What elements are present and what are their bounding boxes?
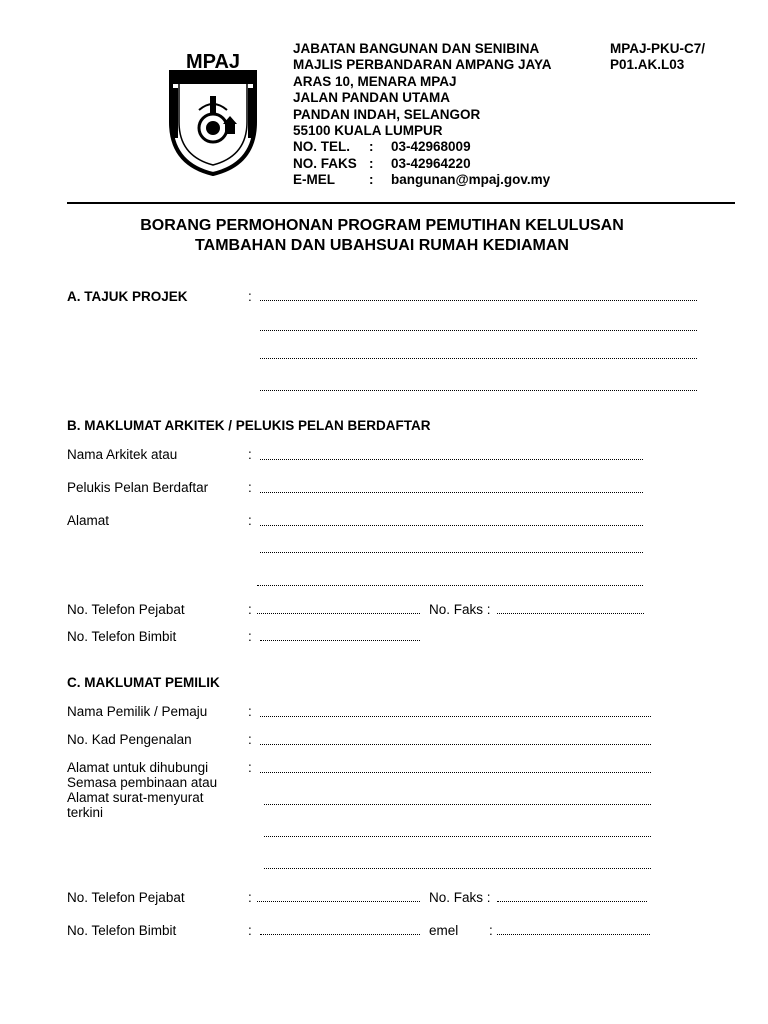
architect-address-line-2[interactable] xyxy=(260,552,643,553)
ic-number-label: No. Kad Pengenalan xyxy=(67,732,192,747)
architect-fax-field[interactable] xyxy=(497,613,644,614)
address-line: JABATAN BANGUNAN DAN SENIBINA xyxy=(293,41,540,56)
architect-address-line-1[interactable] xyxy=(260,525,643,526)
section-b-heading: B. MAKLUMAT ARKITEK / PELUKIS PELAN BERDAFTAR xyxy=(67,418,431,433)
owner-address-label-line: terkini xyxy=(67,805,104,820)
form-title-line: BORANG PERMOHONAN PROGRAM PEMUTIHAN KELULUSAN xyxy=(140,217,624,234)
colon: : xyxy=(248,890,252,905)
colon: : xyxy=(248,480,252,495)
owner-address-line-4[interactable] xyxy=(264,868,651,869)
colon: : xyxy=(248,704,252,719)
owner-email-label: emel xyxy=(429,923,459,938)
architect-address-line-3[interactable] xyxy=(257,585,643,586)
contact-fax-sep: : xyxy=(369,155,374,171)
contact-fax-label: NO. FAKS xyxy=(293,155,357,171)
project-title-line-4[interactable] xyxy=(260,390,697,391)
section-c-heading: C. MAKLUMAT PEMILIK xyxy=(67,675,220,690)
contact-tel-sep: : xyxy=(369,139,374,154)
contact-email-value: bangunan@mpaj.gov.my xyxy=(391,172,551,187)
ic-number-field[interactable] xyxy=(260,744,651,745)
address-line: MAJLIS PERBANDARAN AMPANG JAYA xyxy=(293,57,552,73)
project-title-line-1[interactable] xyxy=(260,300,697,301)
colon: : xyxy=(248,760,252,775)
architect-fax-label: No. Faks : xyxy=(429,602,491,617)
contact-tel-label: NO. TEL. xyxy=(293,139,350,154)
architect-mobile-field[interactable] xyxy=(260,640,420,641)
architect-name-field[interactable] xyxy=(260,459,643,460)
colon: : xyxy=(248,289,252,304)
colon: : xyxy=(248,447,252,462)
owner-address-label-line: Semasa pembinaan atau xyxy=(67,775,218,790)
contact-email-sep: : xyxy=(369,172,374,187)
address-line: PANDAN INDAH, SELANGOR xyxy=(293,106,481,122)
address-line: JALAN PANDAN UTAMA xyxy=(293,90,450,106)
owner-name-label: Nama Pemilik / Pemaju xyxy=(67,704,208,719)
owner-address-label xyxy=(67,760,217,820)
owner-address-line-2[interactable] xyxy=(264,804,651,805)
project-title-line-3[interactable] xyxy=(260,358,697,359)
colon: : xyxy=(248,602,252,617)
owner-address-line-3[interactable] xyxy=(264,836,651,837)
project-title-line-2[interactable] xyxy=(260,330,697,331)
owner-address-label-line: Alamat surat-menyurat xyxy=(67,790,204,805)
owner-office-phone-label: No. Telefon Pejabat xyxy=(67,890,185,905)
owner-fax-label: No. Faks : xyxy=(429,890,491,905)
owner-fax-field[interactable] xyxy=(497,901,647,902)
owner-mobile-label: No. Telefon Bimbit xyxy=(67,923,177,938)
form-title xyxy=(67,216,697,256)
owner-address-line-1[interactable] xyxy=(260,772,651,773)
contact-email-label: E-MEL xyxy=(293,172,335,187)
doc-code xyxy=(610,41,705,74)
architect-office-phone-field[interactable] xyxy=(257,613,420,614)
draftsman-label: Pelukis Pelan Berdaftar xyxy=(67,480,209,495)
header-divider xyxy=(67,202,735,204)
contact-fax-value: 03-42964220 xyxy=(391,155,471,171)
architect-mobile-label: No. Telefon Bimbit xyxy=(67,629,177,644)
address-line: 55100 KUALA LUMPUR xyxy=(293,123,443,139)
draftsman-field[interactable] xyxy=(260,492,643,493)
architect-office-phone-label: No. Telefon Pejabat xyxy=(67,602,185,617)
owner-name-field[interactable] xyxy=(260,716,651,717)
colon: : xyxy=(248,513,252,528)
doc-code-line: P01.AK.L03 xyxy=(610,57,685,73)
section-a-heading: A. TAJUK PROJEK xyxy=(67,289,188,304)
header-address xyxy=(293,41,552,139)
logo-acronym: MPAJ xyxy=(185,52,241,73)
colon: : xyxy=(248,629,252,644)
owner-email-field[interactable] xyxy=(497,934,650,935)
address-line: ARAS 10, MENARA MPAJ xyxy=(293,73,457,89)
mpaj-crest-icon xyxy=(165,52,261,178)
architect-name-label: Nama Arkitek atau xyxy=(67,447,178,462)
form-title-line: TAMBAHAN DAN UBAHSUAI RUMAH KEDIAMAN xyxy=(195,237,569,254)
architect-address-label: Alamat xyxy=(67,513,110,528)
colon: : xyxy=(248,732,252,747)
colon: : xyxy=(489,923,493,938)
owner-address-label-line: Alamat untuk dihubungi xyxy=(67,760,209,775)
owner-mobile-field[interactable] xyxy=(260,934,420,935)
contact-tel-value: 03-42968009 xyxy=(391,139,471,154)
colon: : xyxy=(248,923,252,938)
owner-office-phone-field[interactable] xyxy=(257,901,420,902)
doc-code-line: MPAJ-PKU-C7/ xyxy=(610,41,706,56)
